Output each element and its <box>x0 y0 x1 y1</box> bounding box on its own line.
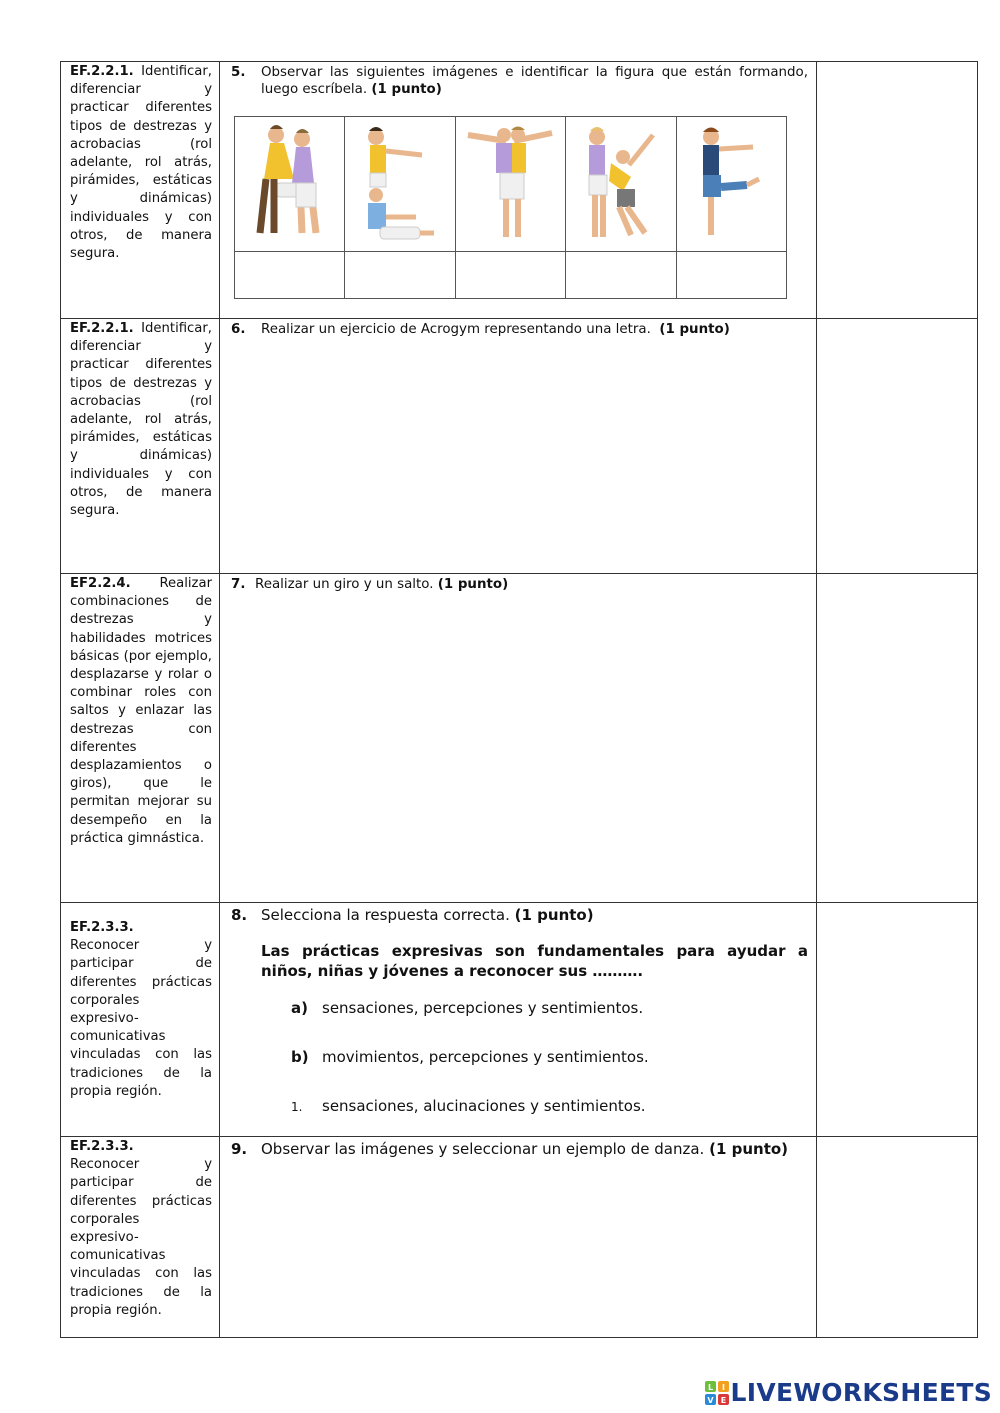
criterion-text: Reconocer y participar de diferentes prácticas corporales expresivo-comunicativas vinculadas con las tradiciones de la propia región. <box>70 938 212 1099</box>
option-a[interactable] <box>291 999 808 1017</box>
row-q8 <box>61 903 978 1137</box>
criterion-code: EF.2.2.1. <box>70 321 134 336</box>
svg-text:L: L <box>707 1382 713 1392</box>
question-text: Realizar un ejercicio de Acrogym representando una letra. <box>261 322 651 337</box>
question-points: (1 punto) <box>371 82 442 97</box>
criterion-text: Identificar, diferenciar y practicar diferentes tipos de destrezas y acrobacias (rol adelante, rol atrás, pirámides, estáticas y dinámicas) individuales y con otros, de manera segura. <box>70 64 212 262</box>
score-cell <box>817 319 978 574</box>
score-cell <box>817 62 978 319</box>
question-cell <box>220 574 817 903</box>
letter-a-figure <box>235 117 345 252</box>
criterion-cell <box>61 574 220 903</box>
score-cell <box>817 574 978 903</box>
image-grid <box>234 116 787 299</box>
answer-box-4[interactable] <box>566 252 676 299</box>
criterion-text: Reconocer y participar de diferentes prácticas corporales expresivo-comunicativas vinculadas con las tradiciones de la propia región. <box>70 1157 212 1318</box>
letter-k-figure <box>566 117 676 252</box>
svg-text:I: I <box>721 1382 725 1392</box>
criterion-text: Realizar combinaciones de destrezas y habilidades motrices básicas (por ejemplo, desplazarse y rolar o combinar roles con saltos y enlazar las destrezas con diferentes desplazamientos o giros), que le permitan mejorar su desempeño en la práctica gimnástica. <box>70 576 212 846</box>
answer-box-5[interactable] <box>676 252 786 299</box>
criterion-code: EF.2.2.1. <box>70 64 134 79</box>
answer-box-2[interactable] <box>345 252 455 299</box>
option-text: movimientos, percepciones y sentimientos. <box>322 1048 649 1066</box>
letter-t-figure <box>455 117 565 252</box>
question-points: (1 punto) <box>659 322 730 337</box>
criterion-cell <box>61 1137 220 1338</box>
option-text: sensaciones, alucinaciones y sentimientos. <box>322 1097 646 1115</box>
answer-box-1[interactable] <box>235 252 345 299</box>
criterion-code: EF.2.3.3. <box>70 1139 134 1154</box>
criterion-text: Identificar, diferenciar y practicar diferentes tipos de destrezas y acrobacias (rol adelante, rol atrás, pirámides, estáticas y dinámicas) individuales y con otros, de manera segura. <box>70 321 212 519</box>
criterion-code: EF2.2.4. <box>70 576 131 591</box>
question-text: Realizar un giro y un salto. <box>255 577 434 592</box>
option-text: sensaciones, percepciones y sentimientos. <box>322 999 644 1017</box>
criterion-code: EF.2.3.3. <box>70 920 134 935</box>
question-points: (1 punto) <box>514 906 594 924</box>
option-label: b) <box>291 1048 309 1066</box>
letter-e-figure <box>345 117 455 252</box>
question-number: 5. <box>231 65 246 80</box>
criterion-cell <box>61 62 220 319</box>
question-text: Observar las siguientes imágenes e identificar la figura que están formando, luego escríbela. <box>261 65 808 97</box>
question-statement: Las prácticas expresivas son fundamentales para ayudar a niños, niñas y jóvenes a reconocer sus ………. <box>261 942 808 980</box>
score-cell <box>817 903 978 1137</box>
score-cell <box>817 1137 978 1338</box>
svg-text:E: E <box>720 1395 726 1405</box>
row-q9 <box>61 1137 978 1338</box>
question-number: 9. <box>231 1140 248 1158</box>
question-cell <box>220 1137 817 1338</box>
question-number: 8. <box>231 906 248 924</box>
question-cell <box>220 62 817 319</box>
criterion-cell <box>61 319 220 574</box>
question-text: Selecciona la respuesta correcta. <box>261 906 510 924</box>
row-q6 <box>61 319 978 574</box>
criterion-cell <box>61 903 220 1137</box>
row-q7 <box>61 574 978 903</box>
question-number: 6. <box>231 322 246 337</box>
logo-grid-icon <box>705 1381 729 1405</box>
question-number: 7. <box>231 577 246 592</box>
liveworksheets-logo <box>705 1378 992 1407</box>
row-q5 <box>61 62 978 319</box>
brand-name: LIVEWORKSHEETS <box>730 1378 992 1407</box>
letter-f-figure <box>676 117 786 252</box>
option-b[interactable] <box>291 1048 808 1066</box>
question-points: (1 punto) <box>709 1140 789 1158</box>
option-label: a) <box>291 999 308 1017</box>
option-c[interactable] <box>291 1097 808 1115</box>
question-cell <box>220 903 817 1137</box>
question-points: (1 punto) <box>437 577 509 592</box>
svg-text:V: V <box>706 1395 714 1405</box>
option-label: 1. <box>291 1100 303 1114</box>
question-text: Observar las imágenes y seleccionar un ejemplo de danza. <box>261 1140 705 1158</box>
question-cell <box>220 319 817 574</box>
answer-box-3[interactable] <box>455 252 565 299</box>
worksheet-table <box>60 61 978 1338</box>
